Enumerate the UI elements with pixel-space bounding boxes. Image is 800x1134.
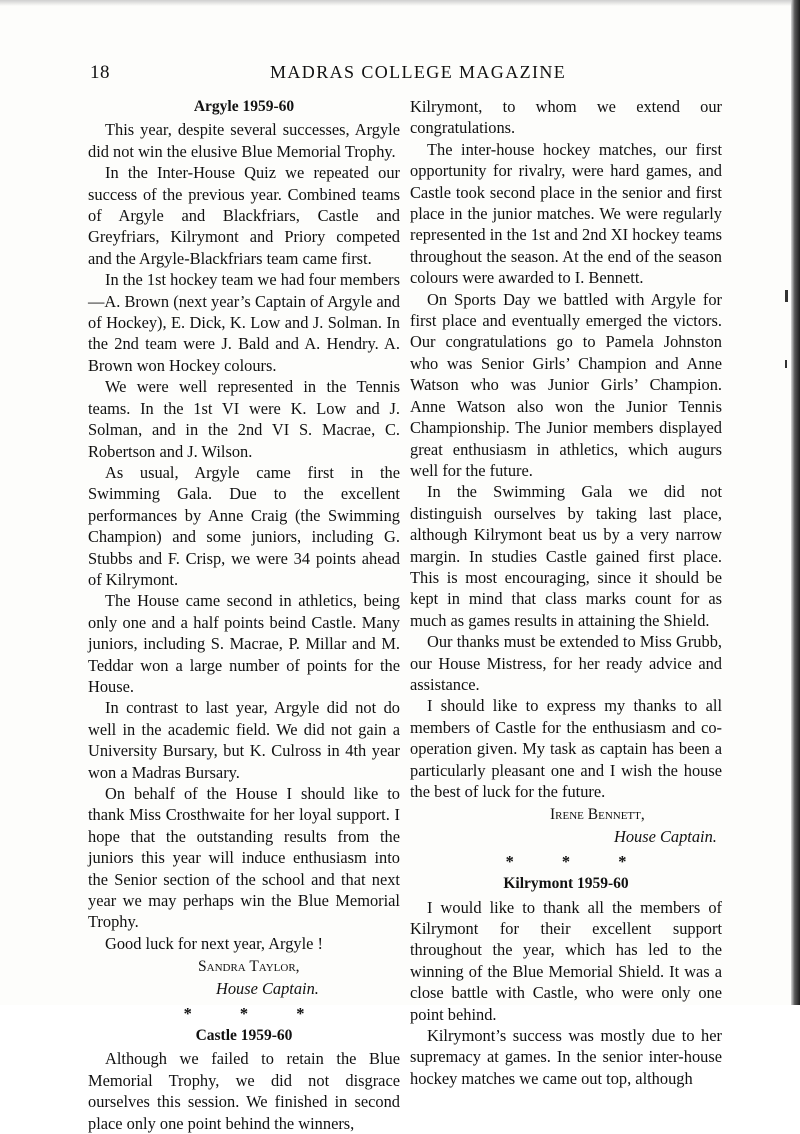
section-separator: * * * [505, 852, 649, 872]
section-separator: * * * [183, 1004, 327, 1024]
section-title-castle: Castle 1959-60 [195, 1027, 293, 1045]
paragraph: Our thanks must be extended to Miss Grubb, our House Mistress, for her ready advice and assistance. [410, 632, 722, 694]
scan-mark [785, 360, 787, 368]
page-number: 18 [90, 62, 110, 83]
paragraph: Good luck for next year, Argyle ! [105, 933, 323, 953]
paragraph: The House came second in athletics, being only one and a half points beind Castle. Many juniors, including S. Macrae, P. Millar and M. Teddar won a large number of points for the House. [88, 591, 400, 696]
signature-name-castle: Irene Bennett, [550, 806, 645, 824]
binding-edge [791, 0, 800, 1005]
paragraph: I should like to express my thanks to all members of Castle for the enthusiasm and co-operation given. My task as captain has been a particularly pleasant one and I wish the house the best of luck for the future. [410, 696, 722, 801]
signature-role-argyle: House Captain. [216, 978, 319, 998]
paragraph: In the 1st hockey team we had four members —A. Brown (next year’s Captain of Argyle and of Hockey), E. Dick, K. Low and J. Solman. In the 2nd team were J. Bald and A. Hendry. A. Brown won Hockey colours. [88, 270, 400, 375]
section-title-kilrymont: Kilrymont 1959-60 [503, 875, 629, 893]
running-title: MADRAS COLLEGE MAGAZINE [270, 62, 567, 82]
paragraph: This year, despite several successes, Argyle did not win the elusive Blue Memorial Trophy. [88, 120, 400, 161]
paragraph: I would like to thank all the members of Kilrymont for their excellent support throughout the year, which has led to the winning of the Blue Memorial Shield. It was a close battle with Castle, who were only one point behind. [410, 897, 722, 1024]
paragraph: Although we failed to retain the Blue Memorial Trophy, we did not disgrace ourselves this session. We finished in second place only one point behind the winners, [88, 1049, 400, 1133]
paragraph: In the Inter-House Quiz we repeated our success of the previous year. Combined teams of Argyle and Blackfriars, Castle and Greyfriars, Kilrymont and Priory competed and the Argyle-Blackfriars team came first. [88, 163, 400, 268]
paragraph: Kilrymont’s success was mostly due to her supremacy at games. In the senior inter-house hockey matches we came out top, although [410, 1026, 722, 1088]
paragraph: The inter-house hockey matches, our first opportunity for rivalry, were hard games, and Castle took second place in the senior and first place in the junior matches. We were regularly represented in the 1st and 2nd XI hockey teams throughout the season. At the end of the season colours were awarded to I. Bennett. [410, 139, 722, 288]
section-title-argyle: Argyle 1959-60 [193, 98, 295, 115]
right-column [410, 96, 722, 1089]
signature-name-argyle: Sandra Taylor, [198, 958, 300, 976]
paragraph: On Sports Day we battled with Argyle for first place and eventually emerged the victors. Our congratulations go to Pamela Johnston who was Senior Girls’ Champion and Anne Watson who was Junior Girls’ Champion. Anne Watson also won the Junior Tennis Championship. The Junior members displayed great enthusiasm in athletics, which augurs well for the future. [410, 289, 722, 480]
paragraph-continued: Kilrymont, to whom we extend our congratulations. [410, 97, 722, 138]
paragraph: In contrast to last year, Argyle did not do well in the academic field. We did not gain a University Bursary, but K. Culross in 4th year won a Madras Bursary. [88, 698, 400, 782]
paragraph: We were well represented in the Tennis teams. In the 1st VI were K. Low and J. Solman, and in the 2nd VI S. Macrae, C. Robertson and J. Wilson. [88, 377, 400, 461]
signature-role-castle: House Captain. [614, 826, 717, 846]
paragraph: On behalf of the House I should like to thank Miss Crosthwaite for her loyal support. I hope that the outstanding results from the juniors this year will induce enthusiasm into the Senior section of the school and that next year we may perhaps win the Blue Memorial Trophy. [88, 784, 400, 932]
paragraph: In the Swimming Gala we did not distinguish ourselves by taking last place, although Kilrymont beat us by a very narrow margin. In studies Castle gained first place. This is most encouraging, since it should be kept in mind that class marks count for as much as games results in attaining the Shield. [410, 482, 722, 630]
paragraph: As usual, Argyle came first in the Swimming Gala. Due to the excellent performances by Anne Craig (the Swimming Champion) and some juniors, including G. Stubbs and F. Crisp, we were 34 points ahead of Kilrymont. [88, 462, 400, 589]
scan-mark [785, 290, 788, 302]
left-column [88, 96, 400, 1134]
page-top-edge [0, 0, 800, 6]
